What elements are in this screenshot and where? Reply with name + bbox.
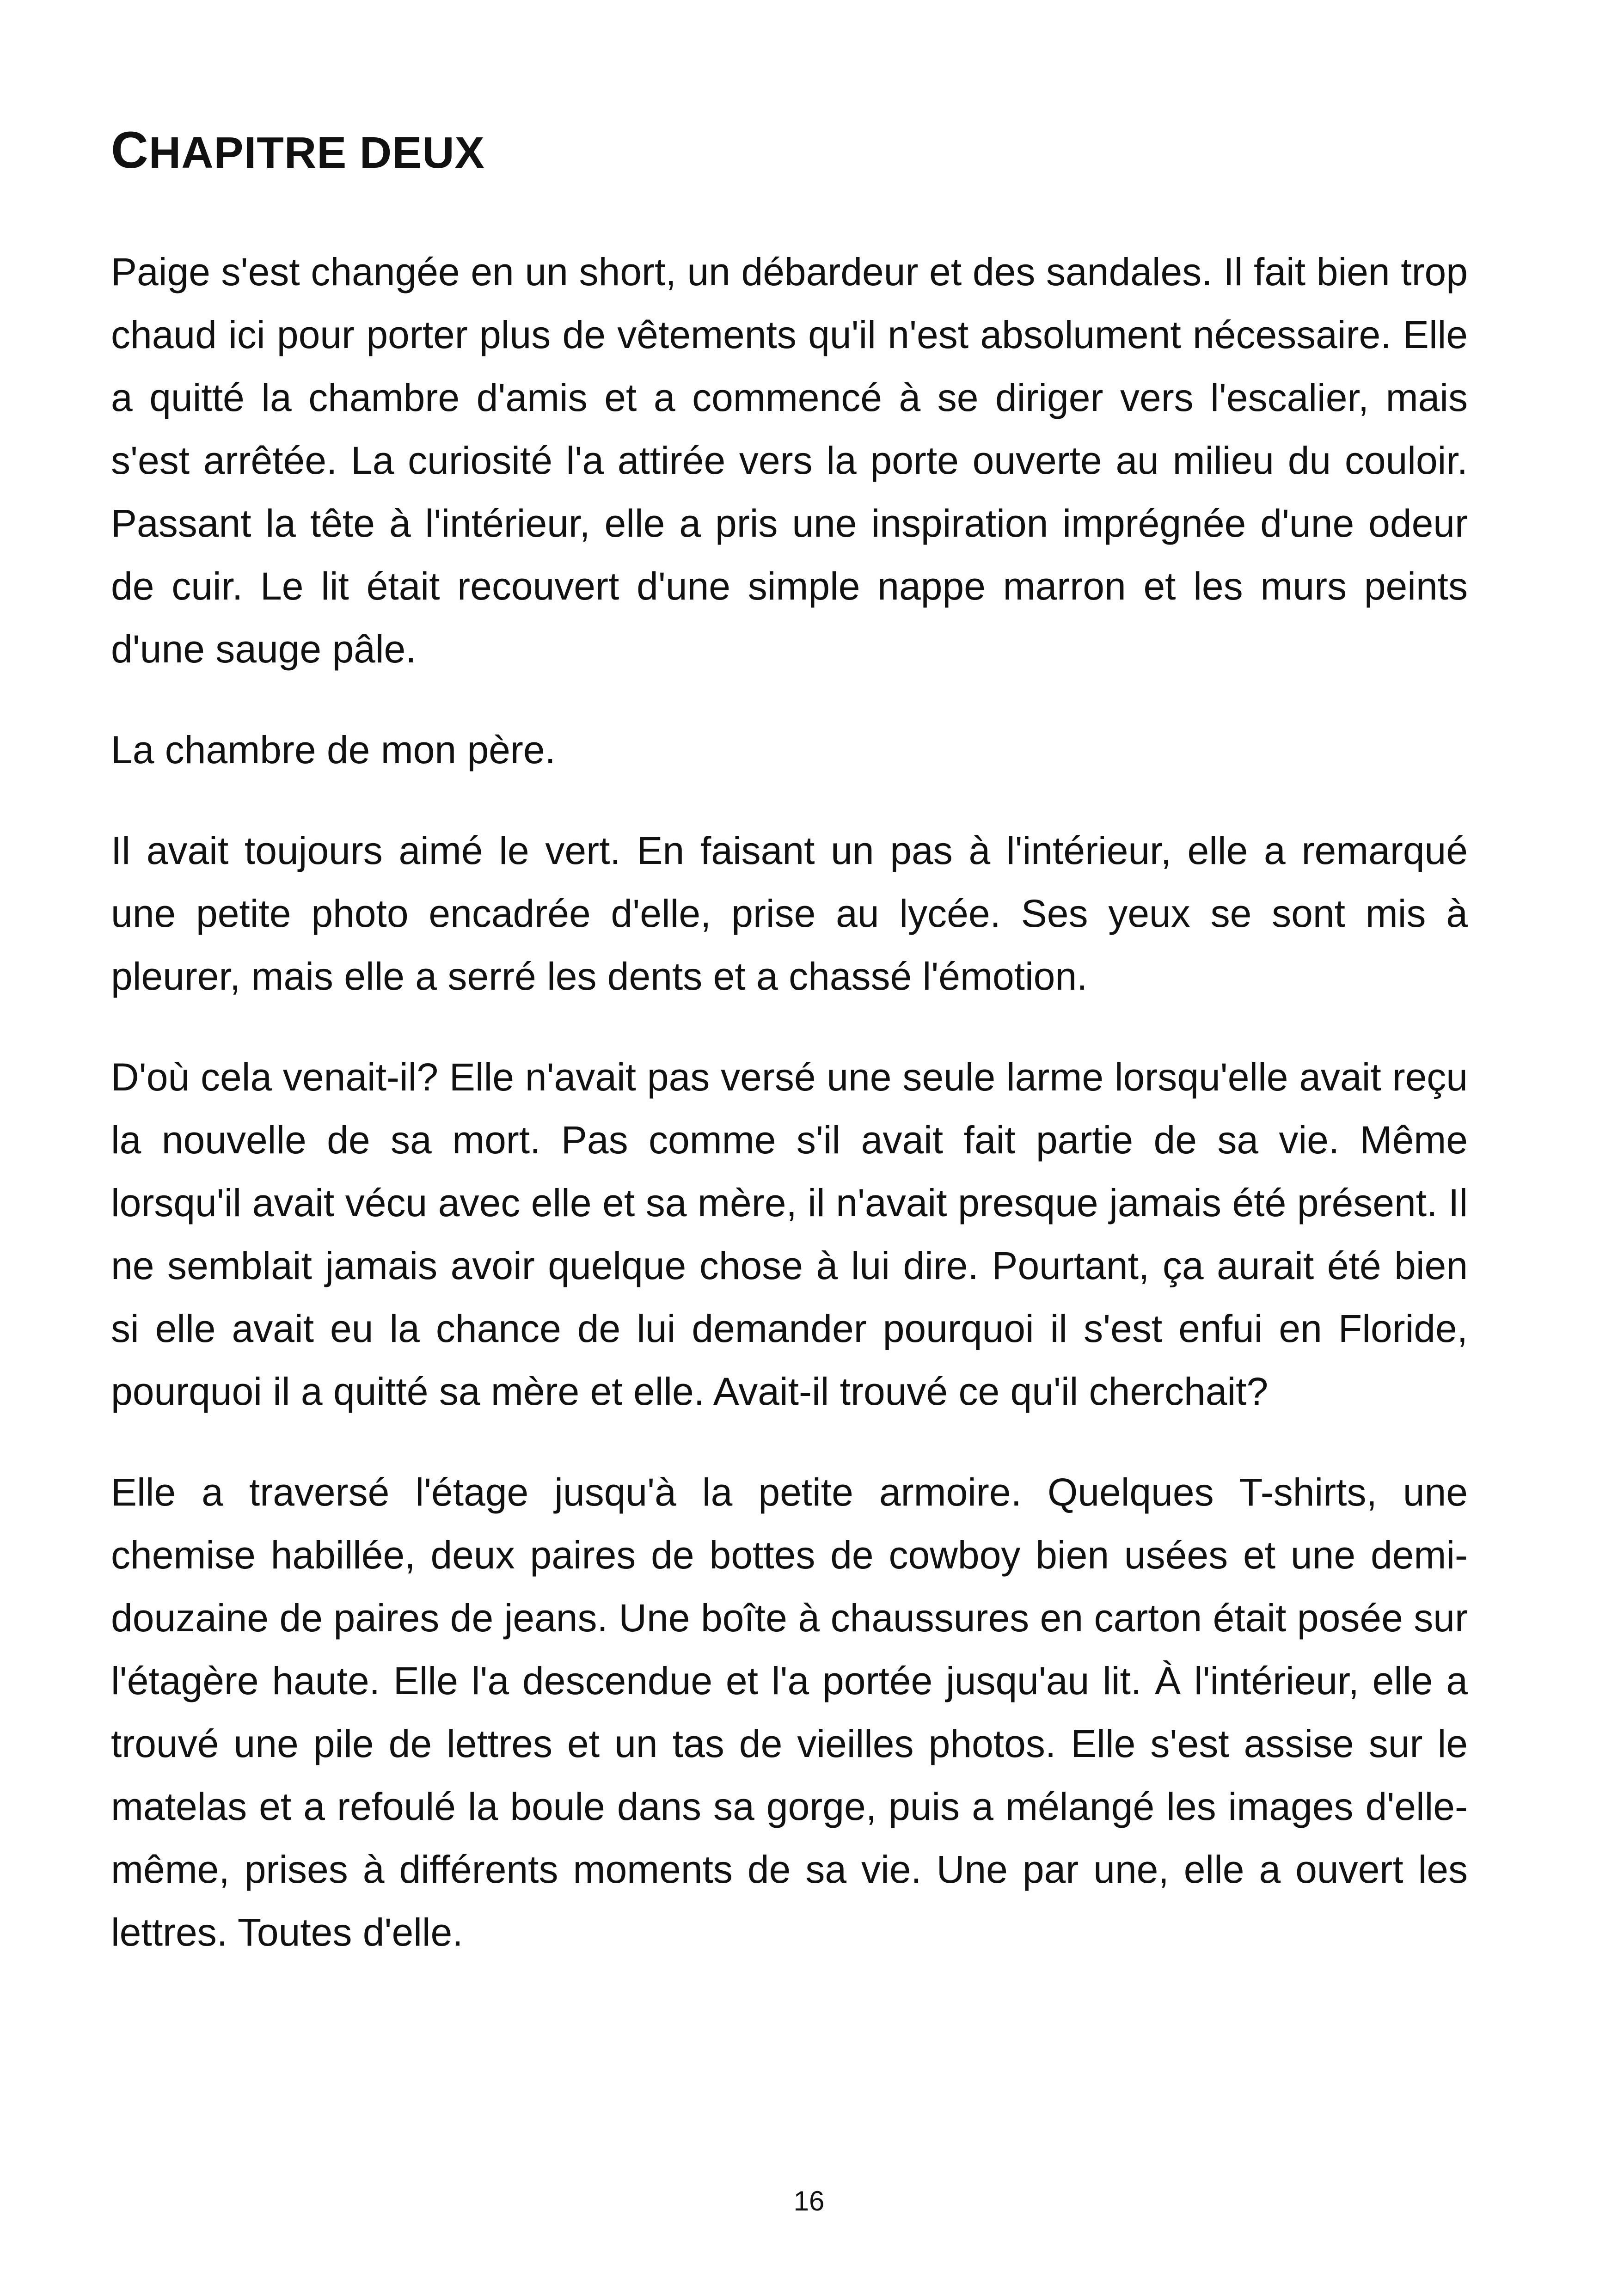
paragraph-1: Paige s'est changée en un short, un débardeur et des sandales. Il fait bien trop chaud ici pour porter plus de vêtements qu'il n'est absolument nécessaire. Elle a quitté la chambre d'amis et a commencé à se diriger vers l'escalier, mais s'est arrêtée. La curiosité l'a attirée vers la porte ouverte au milieu du couloir. Passant la tête à l'intérieur, elle a pris une inspiration imprégnée d'une odeur de cuir. Le lit était recouvert d'une simple nappe marron et les murs peints d'une sauge pâle. [111,250,1468,671]
paragraph-4: D'où cela venait-il? Elle n'avait pas versé une seule larme lorsqu'elle avait reçu la nouvelle de sa mort. Pas comme s'il avait fait partie de sa vie. Même lorsqu'il avait vécu avec elle et sa mère, il n'avait presque jamais été présent. Il ne semblait jamais avoir quelque chose à lui dire. Pourtant, ça aurait été bien si elle avait eu la chance de lui demander pourquoi il s'est enfui en Floride, pourquoi il a quitté sa mère et elle. Avait-il trouvé ce qu'il cherchait? [111,1055,1468,1413]
paragraph-2: La chambre de mon père. [111,728,556,771]
chapter-title [111,119,485,181]
chapter-title-rest: HAPITRE DEUX [148,128,485,178]
body-text [111,240,1468,2002]
chapter-title-initial: C [111,121,149,179]
page-number: 16 [793,2186,825,2216]
paragraph-3: Il avait toujours aimé le vert. En faisant un pas à l'intérieur, elle a remarqué une petite photo encadrée d'elle, prise au lycée. Ses yeux se sont mis à pleurer, mais elle a serré les dents et a chassé l'émotion. [111,829,1468,998]
paragraph-5: Elle a traversé l'étage jusqu'à la petite armoire. Quelques T-shirts, une chemise habillée, deux paires de bottes de cowboy bien usées et une demi-douzaine de paires de jeans. Une boîte à chaussures en carton était posée sur l'étagère haute. Elle l'a descendue et l'a portée jusqu'au lit. À l'intérieur, elle a trouvé une pile de lettres et un tas de vieilles photos. Elle s'est assise sur le matelas et a refoulé la boule dans sa gorge, puis a mélangé les images d'elle-même, prises à différents moments de sa vie. Une par une, elle a ouvert les lettres. Toutes d'elle. [111,1470,1468,1954]
